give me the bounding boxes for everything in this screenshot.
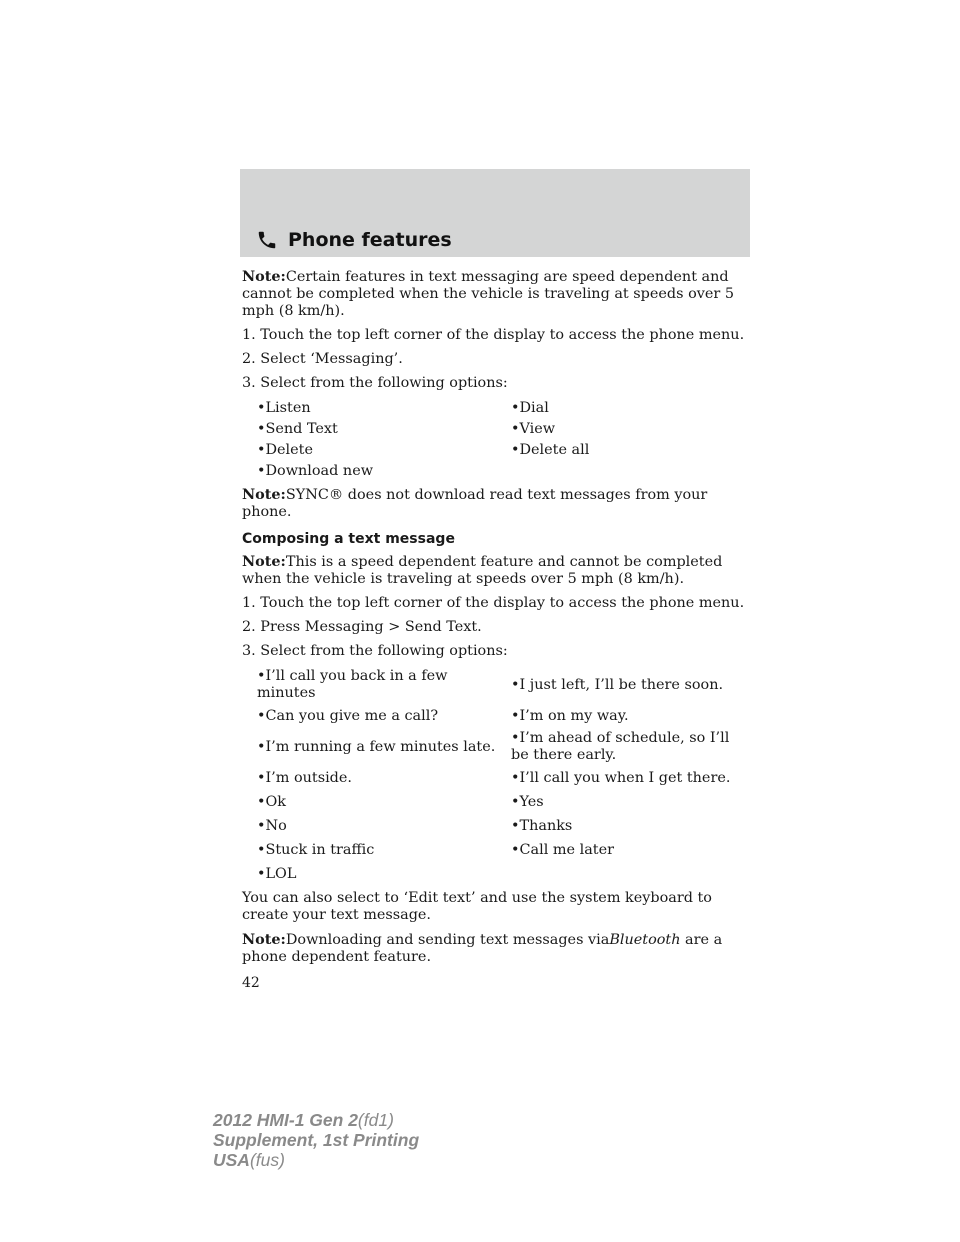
step-1: 1. Touch the top left corner of the display to access the phone menu. xyxy=(242,327,745,343)
subsection-heading: Composing a text message xyxy=(242,531,455,547)
list-item: •Dial xyxy=(511,400,549,416)
message-options-list xyxy=(242,667,750,887)
list-item: •Can you give me a call? xyxy=(257,707,439,724)
footer-line-2: Supplement, 1st Printing xyxy=(213,1130,420,1150)
note-paragraph xyxy=(242,553,750,588)
list-item: •Download new xyxy=(257,463,374,479)
list-item: •Delete all xyxy=(511,442,590,458)
list-item: •I’m on my way. xyxy=(511,707,629,724)
print-footer xyxy=(213,1110,419,1170)
note-paragraph: Note:Downloading and sending text messages viaBluetooth are a phone dependent feature. xyxy=(242,931,723,965)
list-item: •I’m outside. xyxy=(257,769,352,786)
bluetooth-term: Bluetooth xyxy=(609,932,681,948)
list-item: •I just left, I’ll be there soon. xyxy=(511,676,724,693)
list-item: •I’m ahead of schedule, so I’ll be there early. xyxy=(511,730,730,763)
step-3: 3. Select from the following options: xyxy=(242,643,508,659)
footer-line-3: USA(fus) xyxy=(213,1150,285,1170)
note-paragraph xyxy=(242,486,750,521)
list-item: •LOL xyxy=(257,865,297,882)
phone-icon xyxy=(256,229,278,251)
list-item: •I’ll call you back in a few minutes xyxy=(257,668,448,701)
list-item: •I’m running a few minutes late. xyxy=(257,738,496,755)
note-label: Note: xyxy=(242,553,286,570)
note-text: SYNC® does not download read text messages from your phone. xyxy=(242,487,708,520)
edit-text-paragraph: You can also select to ‘Edit text’ and use the system keyboard to create your text message. xyxy=(242,890,712,923)
note-label: Note: xyxy=(242,486,286,503)
note-text: This is a speed dependent feature and cannot be completed when the vehicle is traveling at speeds over 5 mph (8 km/h). xyxy=(242,554,723,587)
step-1: 1. Touch the top left corner of the display to access the phone menu. xyxy=(242,595,745,611)
list-item: •Delete xyxy=(257,442,313,458)
page-number: 42 xyxy=(242,975,260,991)
step-2: 2. Select ‘Messaging’. xyxy=(242,351,403,367)
section-title: Phone features xyxy=(288,229,452,251)
note-text: Certain features in text messaging are speed dependent and cannot be completed when the vehicle is traveling at speeds over 5 mph (8 km/h). xyxy=(242,269,735,319)
note-paragraph xyxy=(242,268,750,320)
note-label: Note: xyxy=(242,931,286,948)
list-item: •No xyxy=(257,817,287,834)
step-3: 3. Select from the following options: xyxy=(242,375,508,391)
list-item: •Ok xyxy=(257,793,287,810)
list-item: •Stuck in traffic xyxy=(257,841,375,858)
list-item: •Yes xyxy=(511,793,544,810)
section-title-row xyxy=(256,229,452,251)
section-header xyxy=(240,169,750,257)
list-item: •I’ll call you when I get there. xyxy=(511,769,731,786)
list-item: •Listen xyxy=(257,400,311,416)
footer-line-1: 2012 HMI-1 Gen 2(fd1) xyxy=(213,1110,394,1130)
page-content xyxy=(242,268,750,973)
note-label: Note: xyxy=(242,268,286,285)
list-item: •Send Text xyxy=(257,421,338,437)
list-item: •View xyxy=(511,421,556,437)
step-2: 2. Press Messaging > Send Text. xyxy=(242,619,482,635)
list-item: •Thanks xyxy=(511,817,573,834)
list-item: •Call me later xyxy=(511,841,614,858)
options-list xyxy=(242,399,750,483)
